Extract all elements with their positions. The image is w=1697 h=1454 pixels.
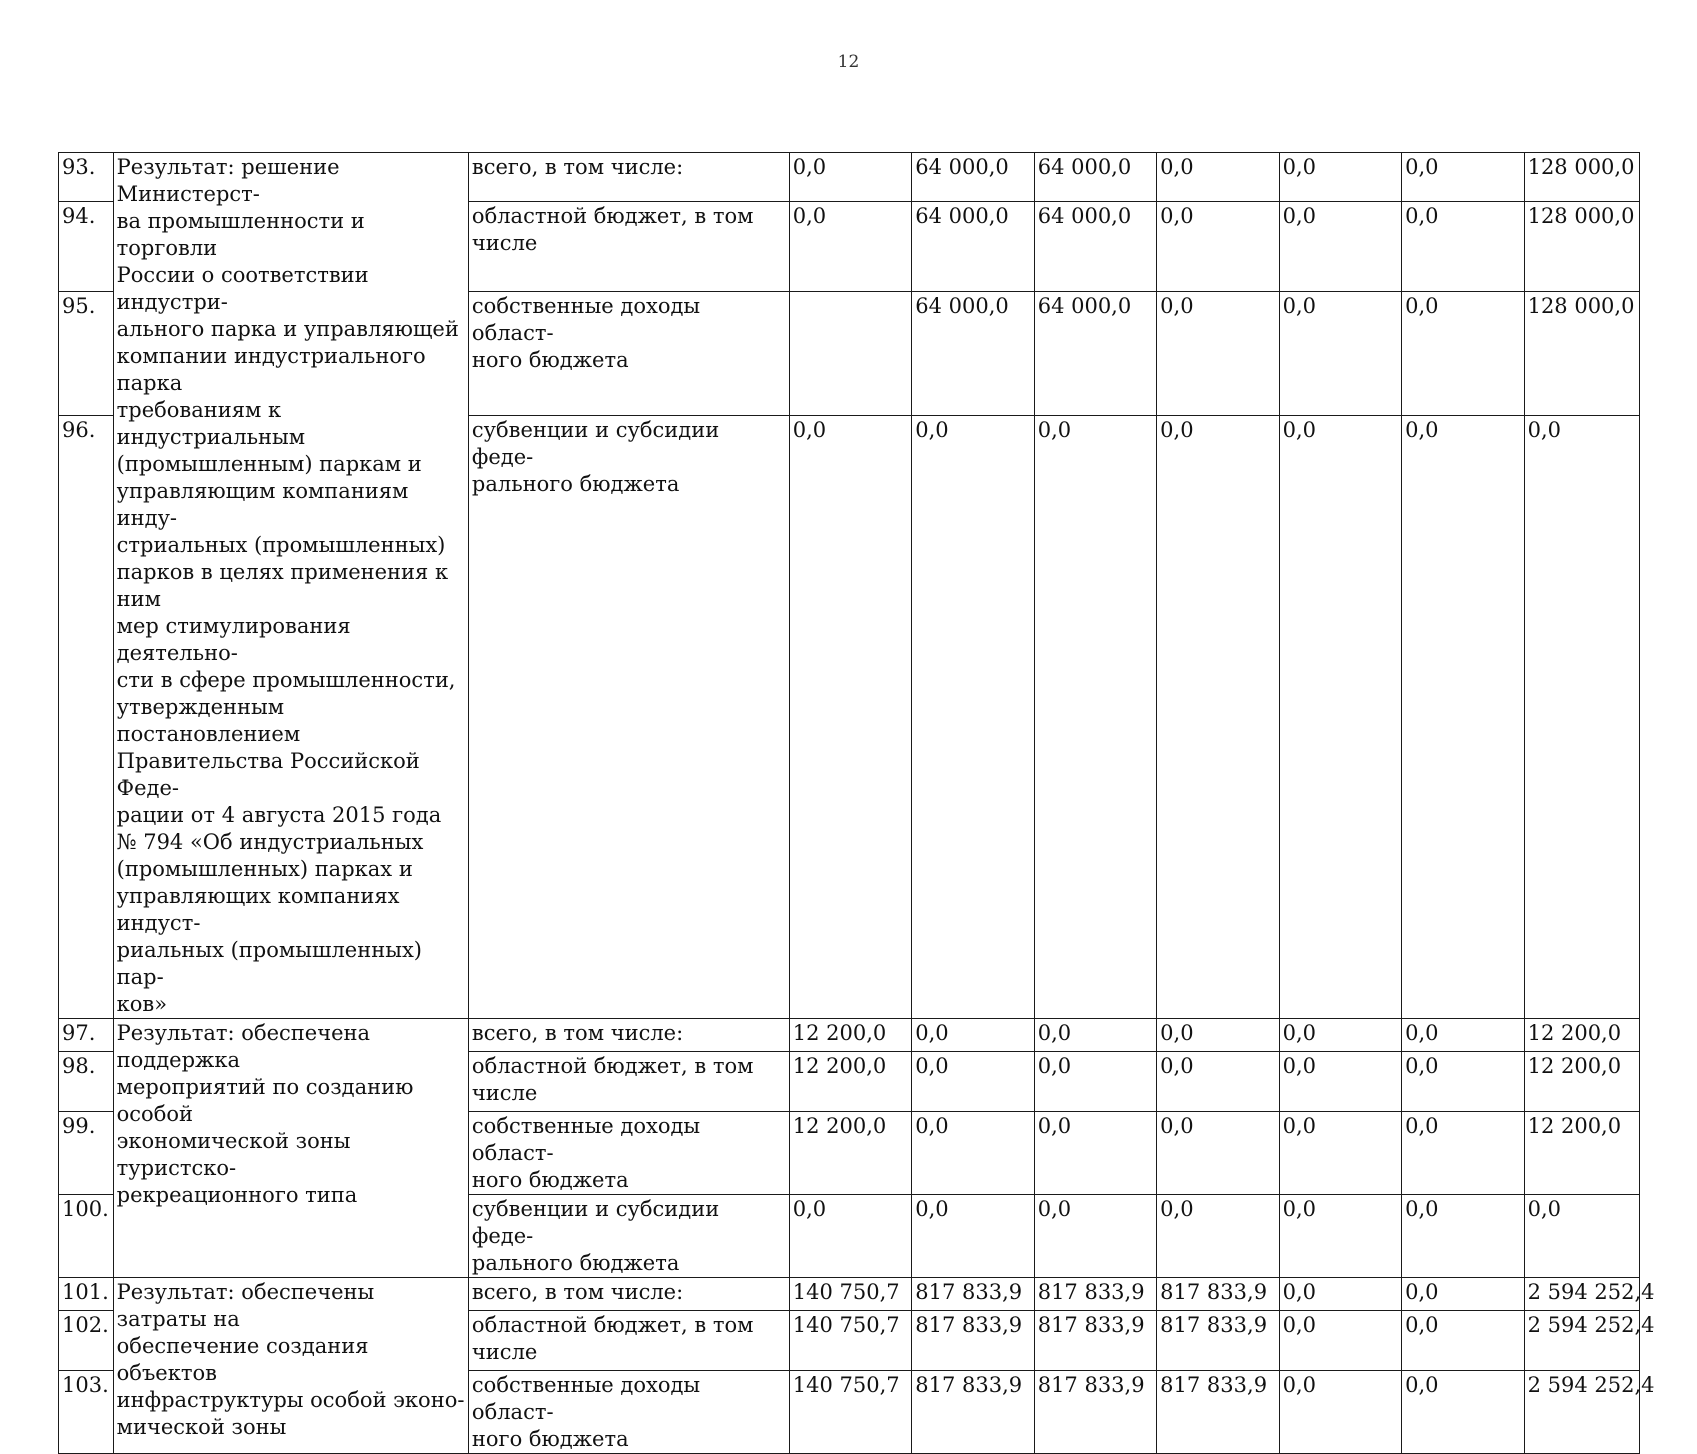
funding-source-line: всего, в том числе: — [471, 155, 684, 179]
amount-value: 0,0 — [1279, 1371, 1401, 1454]
amount-value: 64 000,0 — [912, 291, 1034, 415]
amount-value: 0,0 — [912, 415, 1034, 1018]
result-line: ков» — [116, 992, 168, 1016]
result-description — [113, 1019, 468, 1278]
funding-source-line: субвенции и субсидии феде- — [471, 1197, 720, 1248]
row-number: 103. — [59, 1371, 114, 1454]
total-value: 0,0 — [1524, 415, 1639, 1018]
total-value: 2 594 252,4 — [1524, 1311, 1639, 1371]
result-line: России о соответствии индустри- — [116, 263, 369, 314]
funding-source — [468, 1371, 789, 1454]
result-line: стриальных (промышленных) — [116, 533, 446, 557]
amount-value: 64 000,0 — [912, 202, 1034, 292]
row-number: 94. — [59, 202, 114, 292]
amount-value: 817 833,9 — [912, 1371, 1034, 1454]
amount-value: 0,0 — [1157, 1052, 1279, 1112]
amount-value: 0,0 — [1402, 202, 1524, 292]
amount-value: 0,0 — [1402, 291, 1524, 415]
amount-value: 0,0 — [789, 415, 911, 1018]
result-line: риальных (промышленных) пар- — [116, 938, 422, 989]
amount-value: 817 833,9 — [912, 1311, 1034, 1371]
total-value: 0,0 — [1524, 1195, 1639, 1278]
amount-value: 140 750,7 — [789, 1371, 911, 1454]
amount-value: 12 200,0 — [789, 1052, 911, 1112]
funding-source — [468, 1278, 789, 1311]
result-line: ва промышленности и торговли — [116, 209, 365, 260]
table-row — [59, 1278, 1640, 1311]
amount-value: 64 000,0 — [1034, 291, 1156, 415]
funding-source — [468, 1112, 789, 1195]
amount-value: 817 833,9 — [1034, 1278, 1156, 1311]
amount-value: 0,0 — [1157, 1112, 1279, 1195]
amount-value: 0,0 — [912, 1112, 1034, 1195]
amount-value: 817 833,9 — [1157, 1311, 1279, 1371]
result-line: (промышленным) паркам и — [116, 452, 422, 476]
result-line: рации от 4 августа 2015 года — [116, 803, 442, 827]
result-line: мероприятий по созданию особой — [116, 1075, 414, 1126]
amount-value: 0,0 — [789, 1195, 911, 1278]
result-line: экономической зоны туристско- — [116, 1129, 351, 1180]
amount-value: 0,0 — [912, 1019, 1034, 1052]
amount-value: 0,0 — [1279, 202, 1401, 292]
funding-source — [468, 291, 789, 415]
budget-table-body — [59, 153, 1655, 1454]
funding-source-line: ного бюджета — [471, 347, 629, 372]
funding-source — [468, 1195, 789, 1278]
row-number: 99. — [59, 1112, 114, 1195]
total-value: 12 200,0 — [1524, 1112, 1639, 1195]
amount-value: 817 833,9 — [912, 1278, 1034, 1311]
funding-source-line: всего, в том числе: — [471, 1021, 684, 1045]
funding-source — [468, 153, 789, 202]
amount-value: 0,0 — [1402, 1112, 1524, 1195]
amount-value: 0,0 — [1034, 1112, 1156, 1195]
funding-source-line: числе — [471, 1340, 538, 1364]
row-number: 97. — [59, 1019, 114, 1052]
result-line: парков в целях применения к ним — [116, 560, 449, 611]
amount-value: 64 000,0 — [912, 153, 1034, 202]
amount-value: 12 200,0 — [789, 1112, 911, 1195]
funding-source — [468, 202, 789, 292]
amount-value: 0,0 — [789, 153, 911, 202]
amount-value: 0,0 — [1402, 1278, 1524, 1311]
amount-value: 0,0 — [912, 1195, 1034, 1278]
row-number: 98. — [59, 1052, 114, 1112]
result-line: ального парка и управляющей — [116, 317, 459, 341]
funding-source-line: собственные доходы област- — [471, 1373, 701, 1424]
result-description — [113, 1278, 468, 1454]
result-line: Результат: обеспечены затраты на — [116, 1280, 375, 1331]
total-value: 128 000,0 — [1524, 291, 1639, 415]
funding-source-line: субвенции и субсидии феде- — [471, 417, 720, 469]
budget-table — [58, 152, 1655, 1454]
total-value: 128 000,0 — [1524, 153, 1639, 202]
table-row — [59, 1019, 1640, 1052]
amount-value: 12 200,0 — [789, 1019, 911, 1052]
row-number: 101. — [59, 1278, 114, 1311]
amount-value: 0,0 — [1279, 1278, 1401, 1311]
result-line: компании индустриального парка — [116, 344, 426, 395]
funding-source-line: ного бюджета — [471, 1427, 629, 1451]
funding-source-line: рального бюджета — [471, 471, 680, 496]
result-line: утвержденным постановлением — [116, 695, 301, 746]
table-row — [59, 153, 1640, 202]
amount-value: 64 000,0 — [1034, 153, 1156, 202]
amount-value: 0,0 — [1402, 1052, 1524, 1112]
result-line: управляющим компаниям инду- — [116, 479, 409, 530]
amount-value: 0,0 — [1402, 1311, 1524, 1371]
amount-value: 0,0 — [789, 202, 911, 292]
total-value: 12 200,0 — [1524, 1019, 1639, 1052]
result-line: Результат: решение Министерст- — [116, 155, 340, 206]
result-line: Правительства Российской Феде- — [116, 749, 420, 800]
amount-value: 0,0 — [1279, 1112, 1401, 1195]
amount-value: 0,0 — [1402, 1195, 1524, 1278]
result-line: № 794 «Об индустриальных — [116, 830, 424, 854]
funding-source-line: ного бюджета — [471, 1168, 629, 1192]
amount-value: 0,0 — [1279, 415, 1401, 1018]
total-value: 2 594 252,4 — [1524, 1278, 1639, 1311]
amount-value: 817 833,9 — [1034, 1311, 1156, 1371]
amount-value: 0,0 — [1402, 415, 1524, 1018]
funding-source-line: областной бюджет, в том — [471, 1054, 754, 1078]
amount-value: 0,0 — [1034, 1019, 1156, 1052]
page-number: 12 — [837, 52, 860, 72]
result-line: Результат: обеспечена поддержка — [116, 1021, 371, 1072]
amount-value: 64 000,0 — [1034, 202, 1156, 292]
amount-value: 0,0 — [1157, 1195, 1279, 1278]
amount-value: 0,0 — [1157, 1019, 1279, 1052]
result-line: сти в сфере промышленности, — [116, 668, 456, 692]
amount-value: 0,0 — [1157, 202, 1279, 292]
funding-source — [468, 1019, 789, 1052]
amount-value: 0,0 — [1279, 1052, 1401, 1112]
amount-value: 817 833,9 — [1157, 1278, 1279, 1311]
amount-value: 0,0 — [1279, 291, 1401, 415]
amount-value: 140 750,7 — [789, 1311, 911, 1371]
result-line: требованиям к индустриальным — [116, 398, 306, 449]
total-value: 2 594 252,4 — [1524, 1371, 1639, 1454]
amount-value: 0,0 — [1279, 1195, 1401, 1278]
amount-value: 0,0 — [1157, 153, 1279, 202]
result-line: обеспечение создания объектов — [116, 1334, 369, 1385]
row-number: 102. — [59, 1311, 114, 1371]
result-line: (промышленных) парках и — [116, 857, 413, 881]
funding-source-line: числе — [471, 231, 538, 256]
funding-source — [468, 1311, 789, 1371]
amount-value: 0,0 — [1157, 415, 1279, 1018]
row-number: 93. — [59, 153, 114, 202]
amount-value: 0,0 — [912, 1052, 1034, 1112]
result-description — [113, 153, 468, 1019]
funding-source-line: областной бюджет, в том — [471, 204, 754, 229]
row-number: 96. — [59, 415, 114, 1018]
total-value: 128 000,0 — [1524, 202, 1639, 292]
amount-value: 817 833,9 — [1034, 1371, 1156, 1454]
funding-source-line: собственные доходы област- — [471, 293, 701, 345]
funding-source-line: рального бюджета — [471, 1251, 680, 1275]
result-line: мер стимулирования деятельно- — [116, 614, 351, 665]
funding-source-line: числе — [471, 1081, 538, 1105]
result-line: инфраструктуры особой эконо- — [116, 1388, 465, 1412]
amount-value: 0,0 — [1034, 415, 1156, 1018]
result-line: рекреационного типа — [116, 1183, 358, 1207]
amount-value: 0,0 — [1279, 1311, 1401, 1371]
amount-value: 0,0 — [1279, 1019, 1401, 1052]
row-number: 100. — [59, 1195, 114, 1278]
total-value: 12 200,0 — [1524, 1052, 1639, 1112]
amount-value: 0,0 — [1157, 291, 1279, 415]
amount-value: 817 833,9 — [1157, 1371, 1279, 1454]
funding-source — [468, 1052, 789, 1112]
funding-source-line: областной бюджет, в том — [471, 1313, 754, 1337]
amount-value — [789, 291, 911, 415]
amount-value: 0,0 — [1034, 1052, 1156, 1112]
amount-value: 0,0 — [1402, 153, 1524, 202]
amount-value: 140 750,7 — [789, 1278, 911, 1311]
result-line: мической зоны — [116, 1415, 287, 1439]
amount-value: 0,0 — [1034, 1195, 1156, 1278]
result-line: управляющих компаниях индуст- — [116, 884, 400, 935]
funding-source-line: всего, в том числе: — [471, 1280, 684, 1304]
amount-value: 0,0 — [1402, 1019, 1524, 1052]
row-number: 95. — [59, 291, 114, 415]
funding-source-line: собственные доходы област- — [471, 1114, 701, 1165]
amount-value: 0,0 — [1402, 1371, 1524, 1454]
funding-source — [468, 415, 789, 1018]
amount-value: 0,0 — [1279, 153, 1401, 202]
